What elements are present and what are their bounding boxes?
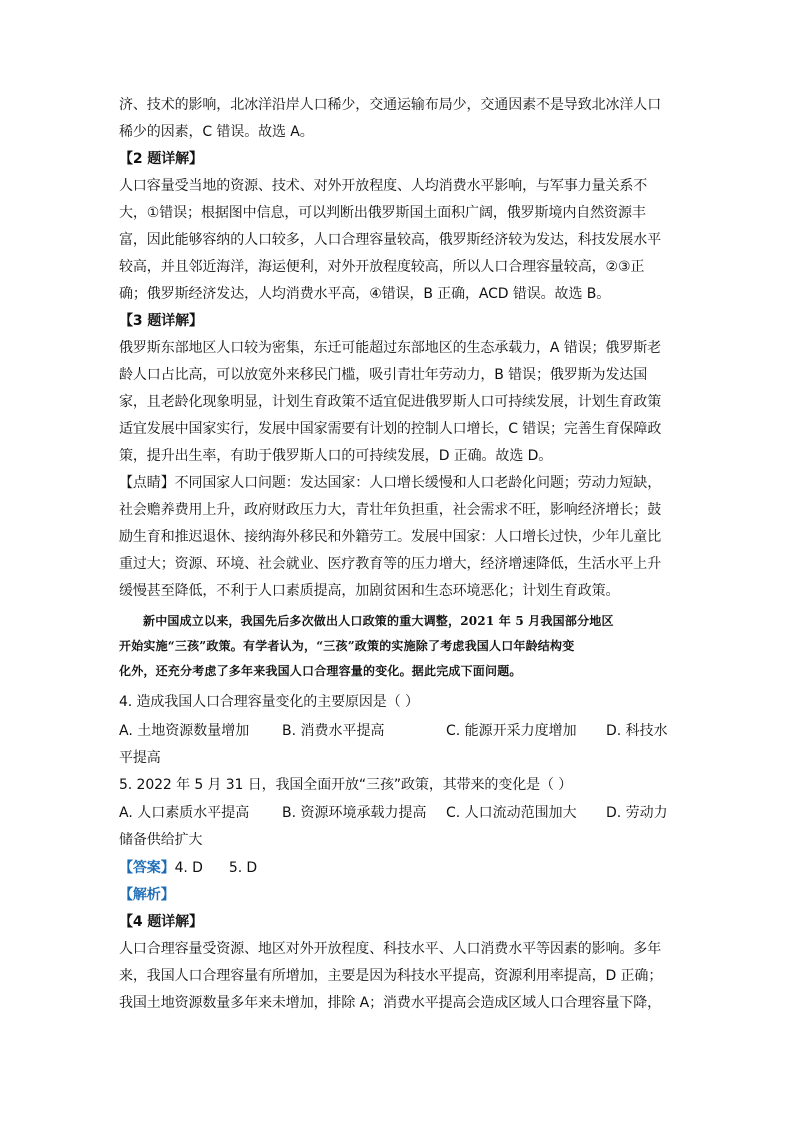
text-line: 策，提升出生率，有助于俄罗斯人口的可持续发展，D 正确。故选 D。 [119, 448, 553, 464]
text-line: 重过大；资源、环境、社会就业、医疗教育等的压力增大，经济增速降低，生活水平上升 [119, 556, 662, 572]
q4-option-d-wrap: 平提高 [119, 750, 161, 766]
question-5-stem: 5. 2022 年 5 月 31 日，我国全面开放“三孩”政策，其带来的变化是（ ） [119, 777, 573, 793]
q4-option-d: D. 科技水 [606, 723, 668, 739]
answer-label: 【答案】 [119, 860, 175, 876]
passage-line: 化外，还充分考虑了多年来我国人口合理容量的变化。据此完成下面问题。 [119, 664, 522, 678]
text-line: 较高，并且邻近海洋，海运便利，对外开放程度较高，所以人口合理容量较高，②③正 [119, 259, 645, 275]
passage-line: 新中国成立以来，我国先后多次做出人口政策的重大调整，2021 年 5 月我国部分地区 [143, 614, 614, 628]
q5-option-c: C. 人口流动范围加大 [446, 805, 577, 821]
text-line: 富，因此能够容纳的人口较多，人口合理容量较高，俄罗斯经济较为发达，科技发展水平 [119, 232, 662, 248]
q4-option-a: A. 土地资源数量增加 [119, 723, 250, 739]
text-line: 家，且老龄化现象明显，计划生育政策不适宜促进俄罗斯人口可持续发展，计划生育政策 [119, 394, 662, 410]
q5-option-a: A. 人口素质水平提高 [119, 805, 250, 821]
q5-option-d-wrap: 储备供给扩大 [119, 832, 203, 848]
text-line: 适宜发展中国家实行，发展中国家需要有计划的控制人口增长，C 错误；完善生育保障政 [119, 421, 662, 437]
q5-option-b: B. 资源环境承载力提高 [282, 805, 427, 821]
tip-line: 【点睛】不同国家人口问题：发达国家：人口增长缓慢和人口老龄化问题；劳动力短缺， [119, 475, 662, 491]
passage-line: 开始实施“三孩”政策。有学者认为，“三孩”政策的实施除了考虑我国人口年龄结构变 [119, 639, 575, 653]
question-4-stem: 4. 造成我国人口合理容量变化的主要原因是（ ） [119, 694, 419, 710]
q4-option-c: C. 能源开采力度增加 [446, 723, 577, 739]
answer-value: 4. D 5. D [174, 860, 258, 876]
text-line: 济、技术的影响，北冰洋沿岸人口稀少，交通运输布局少，交通因素不是导致北冰洋人口 [119, 97, 662, 113]
section-heading: 【2 题详解】 [119, 151, 203, 167]
text-line: 我国土地资源数量多年来未增加，排除 A；消费水平提高会造成区域人口合理容量下降， [119, 995, 662, 1011]
text-line: 缓慢甚至降低，不利于人口素质提高，加剧贫困和生态环境恶化；计划生育政策。 [119, 583, 620, 599]
text-line: 俄罗斯东部地区人口较为密集，东迁可能超过东部地区的生态承载力，A 错误；俄罗斯老 [119, 340, 662, 356]
text-line: 稀少的因素，C 错误。故选 A。 [119, 124, 314, 140]
text-line: 社会赡养费用上升，政府财政压力大，青壮年负担重，社会需求不旺，影响经济增长；鼓 [119, 502, 662, 518]
text-line: 人口容量受当地的资源、技术、对外开放程度、人均消费水平影响，与军事力量关系不 [119, 178, 648, 194]
text-line: 确；俄罗斯经济发达，人均消费水平高，④错误，B 正确，ACD 错误。故选 B。 [119, 286, 611, 302]
text-line: 励生育和推迟退休、接纳海外移民和外籍劳工。发展中国家：人口增长过快，少年儿童比 [119, 529, 662, 545]
section-heading: 【4 题详解】 [119, 914, 203, 930]
text-line: 人口合理容量受资源、地区对外开放程度、科技水平、人口消费水平等因素的影响。多年 [119, 941, 662, 957]
text-line: 大，①错误；根据图中信息，可以判断出俄罗斯国土面积广阔，俄罗斯境内自然资源丰 [119, 205, 646, 221]
q4-option-b: B. 消费水平提高 [282, 723, 385, 739]
text-line: 来，我国人口合理容量有所增加，主要是因为科技水平提高，资源利用率提高，D 正确； [119, 968, 663, 984]
analysis-label: 【解析】 [119, 887, 175, 903]
q5-option-d: D. 劳动力 [606, 805, 668, 821]
answer-line [119, 855, 679, 881]
text-line: 龄人口占比高，可以放宽外来移民门槛，吸引青壮年劳动力，B 错误；俄罗斯为发达国 [119, 367, 648, 383]
section-heading: 【3 题详解】 [119, 313, 203, 329]
